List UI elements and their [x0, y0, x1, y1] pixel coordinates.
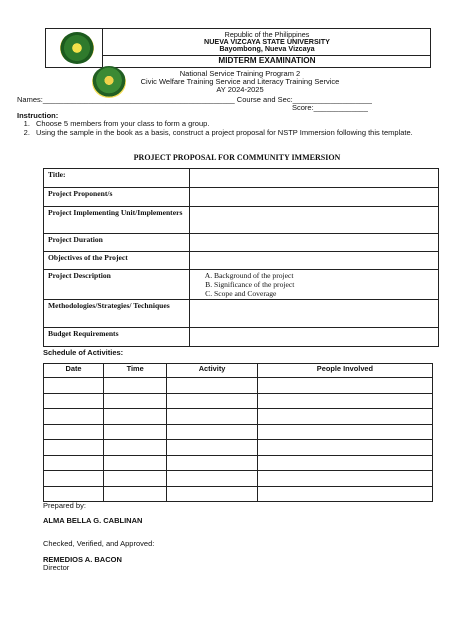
row-label-description: Project Description — [44, 270, 190, 300]
row-label-budget: Budget Requirements — [44, 328, 190, 347]
table-cell[interactable] — [44, 455, 104, 471]
table-cell[interactable] — [44, 471, 104, 487]
table-row — [44, 455, 433, 471]
table-cell[interactable] — [257, 440, 432, 456]
table-cell[interactable] — [104, 393, 167, 409]
table-cell[interactable] — [104, 409, 167, 425]
instruction-list — [17, 120, 457, 137]
table-cell[interactable] — [104, 440, 167, 456]
table-cell[interactable] — [167, 378, 258, 394]
proposal-table — [43, 168, 439, 347]
table-cell[interactable] — [167, 409, 258, 425]
table-row — [44, 471, 433, 487]
table-row — [44, 486, 433, 502]
table-cell[interactable] — [257, 486, 432, 502]
table-cell[interactable] — [104, 378, 167, 394]
table-cell[interactable] — [167, 486, 258, 502]
program-name: National Service Training Program 2 — [179, 69, 301, 78]
table-cell[interactable] — [44, 440, 104, 456]
prepared-name: ALMA BELLA G. CABLINAN — [43, 516, 143, 525]
instruction-item: 2. Using the sample in the book as a basis, construct a project proposal for NSTP Immersion following this template. — [32, 129, 457, 138]
row-value-title[interactable] — [190, 169, 439, 188]
header-republic: Republic of the Philippines — [224, 30, 310, 39]
row-value-proponents[interactable] — [190, 188, 439, 207]
row-label-duration: Project Duration — [44, 234, 190, 252]
prepared-label: Prepared by: — [43, 501, 86, 510]
row-value-implementers[interactable] — [190, 207, 439, 234]
table-cell[interactable] — [167, 440, 258, 456]
column-header-people: People Involved — [257, 364, 432, 378]
table-cell[interactable] — [257, 409, 432, 425]
instruction-heading: Instruction: — [17, 111, 59, 120]
table-cell[interactable] — [104, 455, 167, 471]
header-university: NUEVA VIZCAYA STATE UNIVERSITY — [204, 37, 330, 46]
table-row — [44, 393, 433, 409]
table-cell[interactable] — [44, 409, 104, 425]
row-value-description[interactable] — [190, 270, 439, 300]
row-label-objectives: Objectives of the Project — [44, 252, 190, 270]
table-row — [44, 440, 433, 456]
table-cell[interactable] — [257, 471, 432, 487]
proposal-title: PROJECT PROPOSAL FOR COMMUNITY IMMERSION — [133, 153, 341, 162]
table-cell[interactable] — [44, 378, 104, 394]
schedule-table — [43, 363, 433, 502]
row-value-methodologies[interactable] — [190, 300, 439, 328]
column-header-time: Time — [104, 364, 167, 378]
description-sublist — [194, 271, 434, 298]
score-field[interactable]: Score:_____________ — [292, 103, 368, 112]
schedule-heading: Schedule of Activities: — [43, 348, 124, 357]
table-cell[interactable] — [167, 455, 258, 471]
row-value-objectives[interactable] — [190, 252, 439, 270]
program-components: Civic Welfare Training Service and Literacy Training Service — [140, 77, 340, 86]
table-cell[interactable] — [104, 471, 167, 487]
column-header-activity: Activity — [167, 364, 258, 378]
row-label-proponents: Project Proponent/s — [44, 188, 190, 207]
table-row — [44, 424, 433, 440]
description-item: C. Scope and Coverage — [214, 289, 434, 298]
table-cell[interactable] — [104, 486, 167, 502]
table-row — [44, 378, 433, 394]
table-cell[interactable] — [167, 393, 258, 409]
table-row — [44, 409, 433, 425]
table-cell[interactable] — [44, 486, 104, 502]
row-label-implementers: Project Implementing Unit/Implementers — [44, 207, 190, 234]
table-cell[interactable] — [257, 378, 432, 394]
exam-title: MIDTERM EXAMINATION — [218, 56, 316, 65]
table-cell[interactable] — [44, 393, 104, 409]
row-label-title: Title: — [44, 169, 190, 188]
approved-name: REMEDIOS A. BACON — [43, 555, 122, 564]
table-cell[interactable] — [257, 455, 432, 471]
university-seal-icon — [60, 32, 94, 64]
description-item: A. Background of the project — [214, 271, 434, 280]
row-label-methodologies: Methodologies/Strategies/ Techniques — [44, 300, 190, 328]
header-location: Bayombong, Nueva Vizcaya — [219, 44, 315, 53]
academic-year: AY 2024-2025 — [216, 85, 264, 94]
table-cell[interactable] — [257, 393, 432, 409]
table-cell[interactable] — [104, 424, 167, 440]
description-item: B. Significance of the project — [214, 280, 434, 289]
table-cell[interactable] — [44, 424, 104, 440]
instruction-item: 1. Choose 5 members from your class to form a group. — [32, 120, 457, 129]
row-value-duration[interactable] — [190, 234, 439, 252]
approved-title: Director — [43, 563, 70, 572]
table-cell[interactable] — [257, 424, 432, 440]
names-course-field[interactable]: Names:______________________________________________ Course and Sec:___________________ — [17, 95, 372, 104]
table-cell[interactable] — [167, 424, 258, 440]
table-cell[interactable] — [167, 471, 258, 487]
row-value-budget[interactable] — [190, 328, 439, 347]
approved-label: Checked, Verified, and Approved: — [43, 539, 155, 548]
column-header-date: Date — [44, 364, 104, 378]
